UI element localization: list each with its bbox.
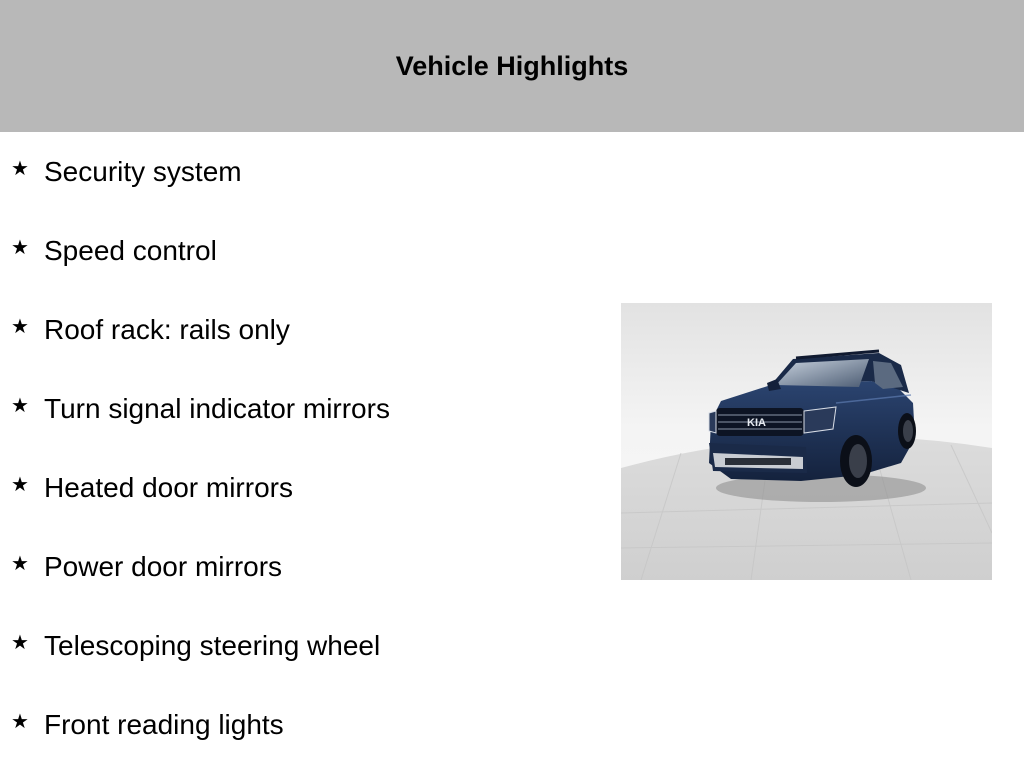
list-item (0, 626, 380, 666)
list-item (0, 389, 390, 429)
vehicle-photo (621, 303, 992, 580)
feature-label: Security system (44, 156, 242, 187)
feature-label: Roof rack: rails only (44, 314, 290, 345)
star-icon: ★ (11, 553, 29, 575)
list-item (0, 310, 290, 350)
feature-label: Turn signal indicator mirrors (44, 393, 390, 424)
star-icon: ★ (11, 316, 29, 338)
list-item (0, 705, 284, 745)
feature-label: Front reading lights (44, 709, 284, 740)
list-item (0, 547, 282, 587)
feature-label: Power door mirrors (44, 551, 283, 582)
list-item (0, 231, 217, 271)
feature-label: Speed control (44, 235, 217, 266)
star-icon: ★ (11, 395, 29, 417)
star-icon: ★ (11, 474, 29, 496)
star-icon: ★ (11, 237, 29, 259)
list-item (0, 152, 242, 192)
svg-text:KIA: KIA (747, 417, 766, 429)
feature-label: Heated door mirrors (44, 472, 293, 503)
list-item (0, 468, 293, 508)
star-icon: ★ (11, 711, 29, 733)
feature-label: Telescoping steering wheel (44, 630, 381, 661)
page-title: Vehicle Highlights (395, 50, 629, 81)
star-icon: ★ (11, 632, 29, 654)
highlights-header (0, 0, 1024, 132)
star-icon: ★ (11, 158, 29, 180)
